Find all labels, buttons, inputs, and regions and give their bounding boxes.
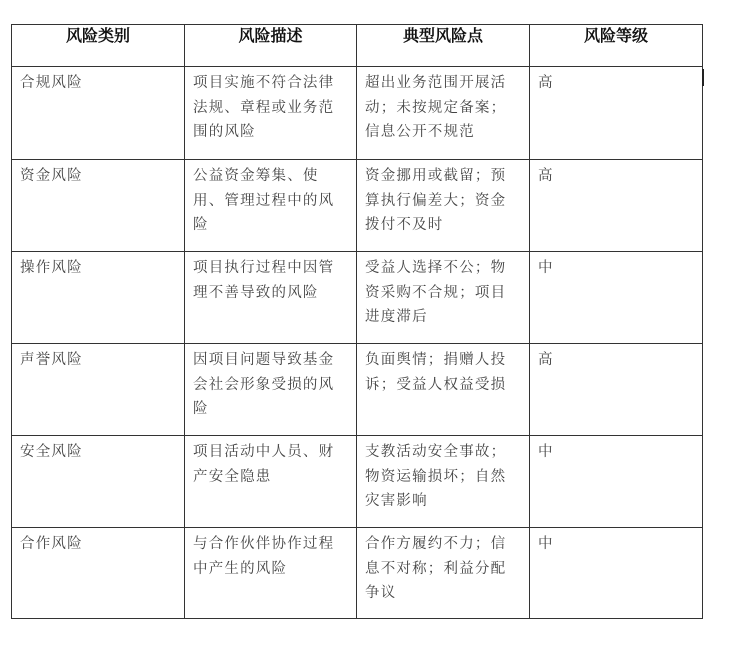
cell-points: 超出业务范围开展活动；未按规定备案；信息公开不规范 xyxy=(357,67,530,160)
cell-description: 因项目问题导致基金会社会形象受损的风险 xyxy=(185,344,357,436)
cell-points: 受益人选择不公；物资采购不合规；项目进度滞后 xyxy=(357,252,530,344)
cell-points: 支教活动安全事故；物资运输损坏；自然灾害影响 xyxy=(357,436,530,528)
cell-description: 公益资金筹集、使用、管理过程中的风险 xyxy=(185,160,357,252)
table-row xyxy=(12,344,703,436)
cell-category: 资金风险 xyxy=(12,160,185,252)
table-row xyxy=(12,436,703,528)
table-row xyxy=(12,528,703,619)
cell-level: 高 xyxy=(530,67,703,160)
table-row xyxy=(12,252,703,344)
header-description: 风险描述 xyxy=(185,25,357,67)
table-row xyxy=(12,67,703,160)
cell-category: 操作风险 xyxy=(12,252,185,344)
header-points: 典型风险点 xyxy=(357,25,530,67)
text-cursor-mark xyxy=(702,69,704,86)
header-level: 风险等级 xyxy=(530,25,703,67)
cell-category: 声誉风险 xyxy=(12,344,185,436)
cell-category: 合作风险 xyxy=(12,528,185,619)
risk-table xyxy=(11,24,703,619)
cell-points: 资金挪用或截留；预算执行偏差大；资金拨付不及时 xyxy=(357,160,530,252)
cell-level: 高 xyxy=(530,344,703,436)
cell-description: 项目实施不符合法律法规、章程或业务范围的风险 xyxy=(185,67,357,160)
cell-points: 负面舆情；捐赠人投诉；受益人权益受损 xyxy=(357,344,530,436)
cell-description: 项目执行过程中因管理不善导致的风险 xyxy=(185,252,357,344)
table-row xyxy=(12,160,703,252)
cell-level: 中 xyxy=(530,528,703,619)
cell-level: 高 xyxy=(530,160,703,252)
cell-level: 中 xyxy=(530,252,703,344)
cell-level: 中 xyxy=(530,436,703,528)
header-category: 风险类别 xyxy=(12,25,185,67)
cell-description: 项目活动中人员、财产安全隐患 xyxy=(185,436,357,528)
cell-category: 合规风险 xyxy=(12,67,185,160)
table-header-row xyxy=(12,25,703,67)
cell-points: 合作方履约不力；信息不对称；利益分配争议 xyxy=(357,528,530,619)
cell-category: 安全风险 xyxy=(12,436,185,528)
cell-description: 与合作伙伴协作过程中产生的风险 xyxy=(185,528,357,619)
